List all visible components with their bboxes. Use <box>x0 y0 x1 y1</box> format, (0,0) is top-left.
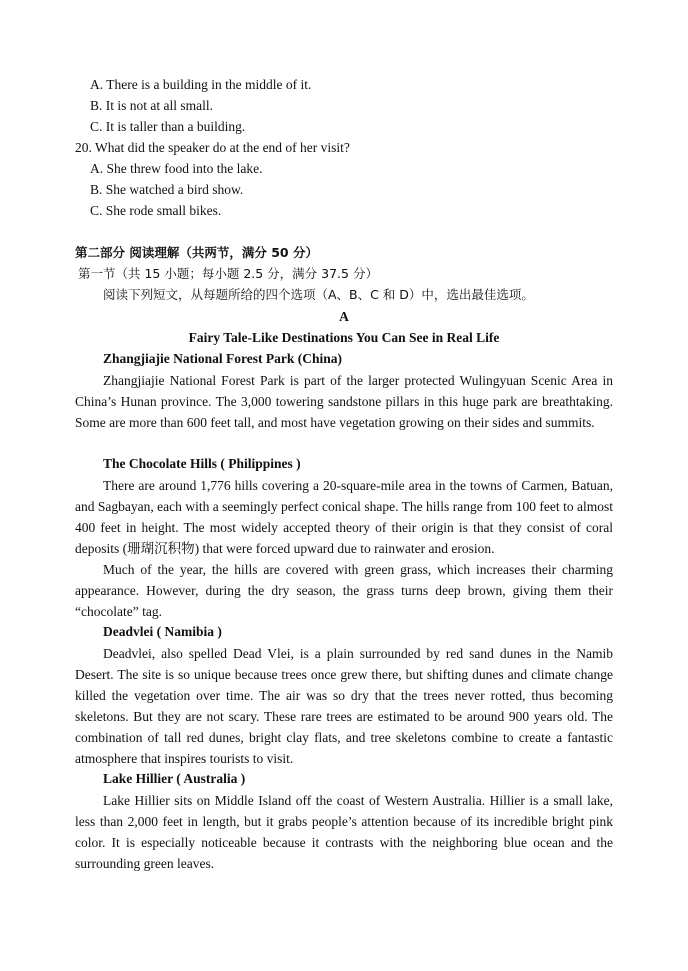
passage-title: Fairy Tale-Like Destinations You Can See in Real Life <box>188 330 500 345</box>
paragraph: There are around 1,776 hills covering a 20-square-mile area in the towns of Carmen, Batuan, and Sagbayan, each with a seemingly perfect conical shape. The hills range from 100 feet to almost 400 feet in height. The most widely accepted theory of their origin is that they consist of coral deposits (珊瑚沉积物) that were forced upward due to rainwater and erosion. <box>75 478 613 556</box>
paragraph: Much of the year, the hills are covered with green grass, which increases their charming appearance. However, during the dry season, the grass turns deep brown, giving them their “chocolate” tag. <box>75 562 613 619</box>
q20-option-a: A. She threw food into the lake. <box>90 161 263 176</box>
passage-letter: A <box>339 309 349 324</box>
section1-title: 第一节（共 15 小题；每小题 2.5 分，满分 37.5 分） <box>78 266 378 281</box>
section-body-lake-hillier <box>75 790 613 874</box>
section-heading-chocolate-hills: The Chocolate Hills ( Philippines ) <box>103 456 301 471</box>
section-body-zhangjiajie <box>75 370 613 433</box>
q20-option-c: C. She rode small bikes. <box>90 203 222 218</box>
section-heading-deadvlei: Deadvlei ( Namibia ) <box>103 624 222 639</box>
section-heading-lake-hillier: Lake Hillier ( Australia ) <box>103 771 246 786</box>
reading-instruction: 阅读下列短文，从每题所给的四个选项（A、B、C 和 D）中，选出最佳选项。 <box>103 287 534 302</box>
q20-option-b: B. She watched a bird show. <box>90 182 244 197</box>
q19-option-c: C. It is taller than a building. <box>90 119 246 134</box>
section-heading-zhangjiajie: Zhangjiajie National Forest Park (China) <box>103 351 342 366</box>
q19-option-a: A. There is a building in the middle of it. <box>90 77 312 92</box>
paragraph: Deadvlei, also spelled Dead Vlei, is a plain surrounded by red sand dunes in the Namib Desert. The site is so unique because trees once grew there, but shifting dunes and climate change killed the vegetation over time. The air was so dry that the trees never rotted, thus becoming skeletons. But they are not scary. These rare trees are estimated to be around 900 years old. The combination of tall red dunes, bright clay flats, and tree skeletons combine to create a fantastic atmosphere that inspires tourists to visit. <box>75 646 613 766</box>
section-body-deadvlei <box>75 643 613 769</box>
paragraph: Lake Hillier sits on Middle Island off the coast of Western Australia. Hillier is a small lake, less than 2,000 feet in length, but it grabs people’s attention because of its incredible bright pink color. It is especially noticeable because it contrasts with the neighboring blue ocean and the surrounding green leaves. <box>75 793 613 871</box>
paragraph: Zhangjiajie National Forest Park is part of the larger protected Wulingyuan Scenic Area in China’s Hunan province. The 3,000 towering sandstone pillars in this huge park are breathtaking. Some are more than 600 feet tall, and most have vegetation growing on their sides and summits. <box>75 373 613 430</box>
q19-option-b: B. It is not at all small. <box>90 98 213 113</box>
part2-title: 第二部分 阅读理解（共两节，满分 50 分） <box>75 245 318 260</box>
section-body-chocolate-hills <box>75 475 613 622</box>
q20-stem: 20. What did the speaker do at the end of her visit? <box>75 140 350 155</box>
